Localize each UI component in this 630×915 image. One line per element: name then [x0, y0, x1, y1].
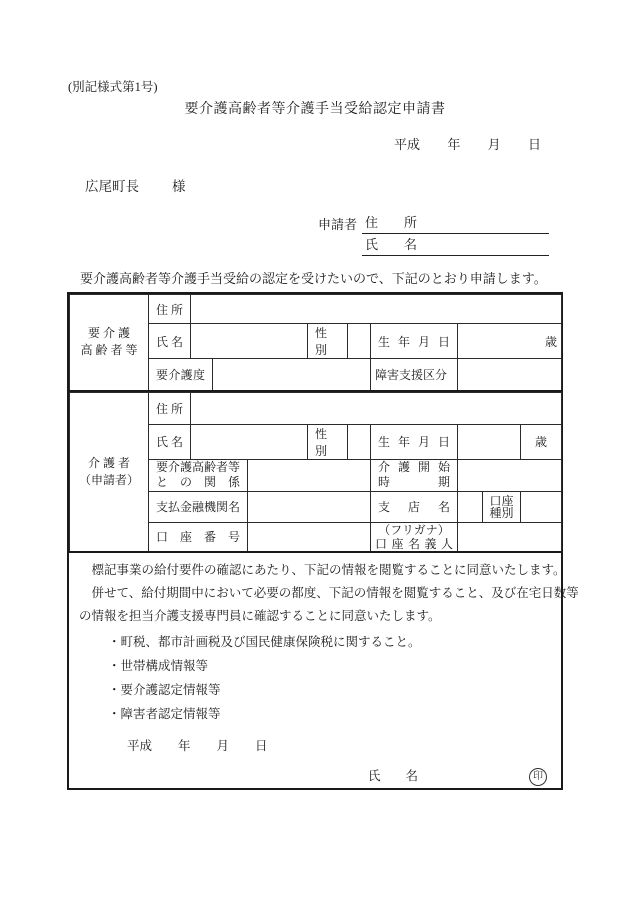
account-number-label: 口 座 番 号: [149, 522, 248, 552]
account-type-label-line2: 種別: [489, 505, 514, 520]
addressee-line: [85, 175, 186, 195]
consent-paragraph-2-line1: 併せて、給付期間中において必要の都度、下記の情報を閲覧すること、及び在宅日数等: [79, 586, 579, 600]
applicant-lines: [362, 212, 549, 256]
consent-date-year-label: 年: [178, 739, 191, 753]
care-start-field: [458, 459, 562, 491]
consent-block: [69, 553, 579, 788]
care-level-field: [213, 359, 371, 391]
care-start-label-line1: 介 護 開 始: [378, 460, 450, 474]
page-title: 要介護高齢者等介護手当受給認定申請書: [184, 102, 446, 117]
seal-stamp-icon: 印: [529, 768, 547, 786]
addressee-honorific: 様: [172, 179, 186, 194]
consent-bullet-care-certification: ・要介護認定情報等: [108, 683, 221, 697]
branch-name-field: [458, 491, 483, 522]
intro-sentence: 要介護高齢者等介護手当受給の認定を受けたいので、下記のとおり申請します。: [67, 271, 547, 286]
caregiver-sex-label: 性 別: [308, 424, 348, 459]
account-type-field: [521, 491, 562, 522]
care-recipient-name-label: 氏 名: [149, 324, 191, 359]
caregiver-address-field: [191, 392, 562, 424]
relation-label-line1: 要介護高齢者等: [156, 460, 241, 474]
caregiver-section-label: [70, 392, 149, 552]
date-day-label: 日: [527, 137, 541, 152]
consent-date-era-label: 平成: [127, 739, 153, 753]
disability-category-field: [458, 359, 562, 391]
form-style-note: (別記様式第1号): [68, 80, 158, 94]
applicant-signature-block: [318, 212, 549, 256]
consent-bullet-taxes: ・町税、都市計画税及び国民健康保険税に関すること。: [108, 635, 421, 649]
date-era-label: 平成: [394, 137, 421, 152]
caregiver-age-suffix: 歳: [521, 424, 562, 459]
form-table: [67, 292, 579, 790]
account-holder-label: [371, 522, 458, 552]
caregiver-sex-field: [348, 424, 371, 459]
care-recipient-age-field: [458, 324, 562, 359]
caregiver-address-label: 住 所: [149, 392, 191, 424]
applicant-address-label: 住 所: [365, 215, 418, 230]
care-level-label: 要介護度: [149, 359, 213, 391]
applicant-name-line: [362, 234, 549, 256]
consent-bullet-disability-certification: ・障害者認定情報等: [108, 707, 221, 721]
consent-signature-line: [368, 765, 547, 788]
consent-paragraph-2-line2: の情報を担当介護支援専門員に確認することに同意いたします。: [79, 609, 441, 623]
consent-date-month-label: 月: [216, 739, 230, 753]
furigana-label: （フリガナ）: [378, 522, 450, 537]
account-type-label-line1: 口座: [489, 493, 514, 508]
bank-name-field: [248, 491, 371, 522]
care-recipient-age-suffix: 歳: [544, 334, 557, 349]
care-recipient-birth-label: 生 年 月 日: [371, 324, 458, 359]
account-type-label: [483, 491, 521, 522]
relation-field: [248, 459, 371, 491]
caregiver-name-label: 氏 名: [149, 424, 191, 459]
care-recipient-section-label-line2: 高 齢 者 等: [80, 343, 138, 358]
applicant-name-label: 氏 名: [365, 237, 418, 252]
bank-name-label: 支払金融機関名: [149, 491, 248, 522]
consent-bullet-household: ・世帯構成情報等: [108, 659, 209, 673]
care-start-label: [371, 459, 458, 491]
caregiver-birth-field: [458, 424, 521, 459]
care-recipient-section: [69, 294, 562, 392]
care-start-label-line2: 時 期: [378, 475, 450, 489]
caregiver-name-field: [191, 424, 308, 459]
care-recipient-sex-label: 性 別: [308, 324, 348, 359]
care-recipient-sex-field: [348, 324, 371, 359]
date-month-label: 月: [487, 137, 501, 152]
date-year-label: 年: [447, 137, 461, 152]
care-recipient-section-label: [70, 295, 149, 391]
caregiver-section-label-line2: （申請者）: [78, 472, 139, 487]
consent-paragraph-1: 標記事業の給付要件の確認にあたり、下記の情報を閲覧することに同意いたします。: [79, 563, 566, 577]
relation-label: [149, 459, 248, 491]
disability-category-label: 障害支援区分: [371, 359, 458, 391]
care-recipient-address-field: [191, 295, 562, 324]
addressee-name: 広尾町長: [85, 179, 139, 194]
care-recipient-section-label-line1: 要 介 護: [87, 326, 130, 341]
account-number-field: [248, 522, 371, 552]
relation-label-line2: と の 関 係: [156, 475, 240, 489]
account-holder-field: [458, 522, 562, 552]
caregiver-section-label-line1: 介 護 者: [87, 455, 130, 470]
applicant-address-line: [362, 212, 549, 234]
care-recipient-name-field: [191, 324, 308, 359]
holder-name-label: 口 座 名 義 人: [375, 536, 453, 551]
consent-date-day-label: 日: [255, 739, 268, 753]
consent-date-line: [127, 735, 553, 758]
caregiver-section: [69, 392, 562, 554]
caregiver-birth-label: 生 年 月 日: [371, 424, 458, 459]
branch-name-label: 支 店 名: [371, 491, 458, 522]
consent-name-label: 氏 名: [368, 769, 419, 783]
applicant-label: 申請者: [318, 217, 358, 232]
care-recipient-address-label: 住 所: [149, 295, 191, 324]
application-date-line: [394, 134, 541, 153]
